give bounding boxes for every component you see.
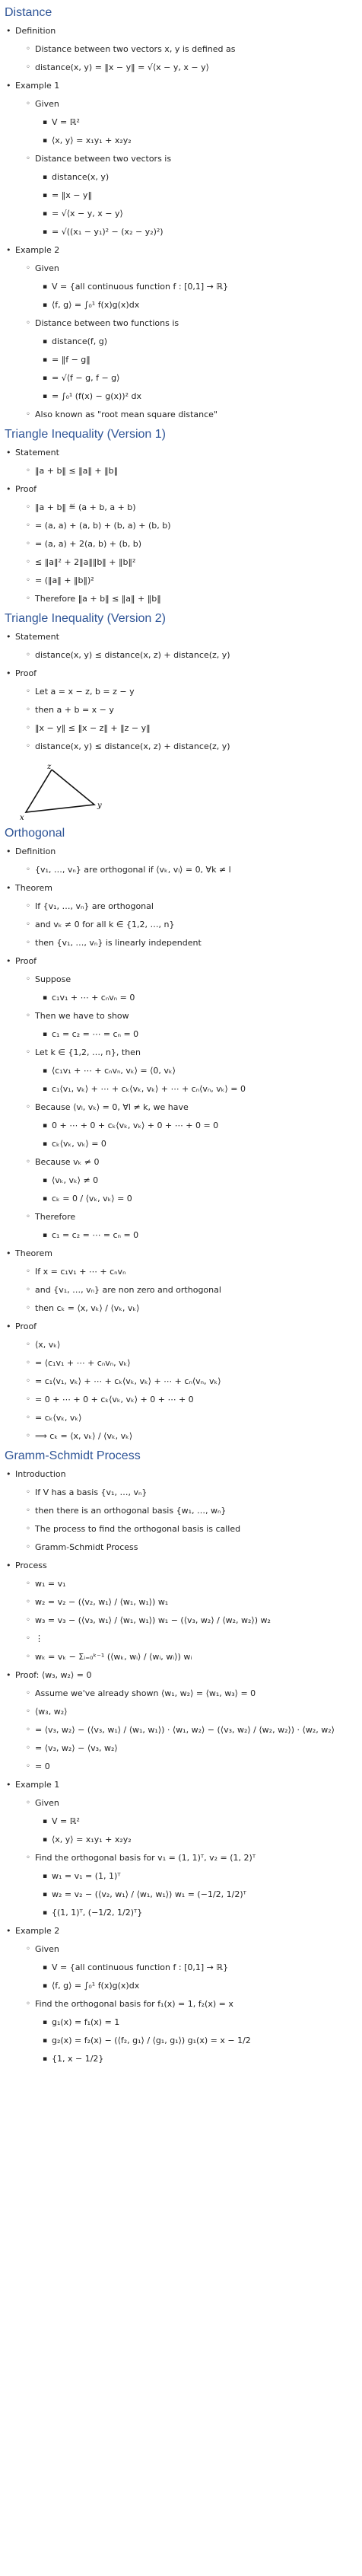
list-item bbox=[52, 1138, 357, 1150]
item-text: Proof bbox=[15, 1321, 37, 1331]
item-text: ⟨x, y⟩ = x₁y₁ + x₂y₂ bbox=[52, 1835, 132, 1844]
triangle-sketch bbox=[15, 762, 106, 822]
bullet-list-level-3 bbox=[35, 1229, 357, 1242]
section-title: Triangle Inequality (Version 2) bbox=[5, 612, 166, 625]
item-text: = ‖x − y‖ bbox=[52, 190, 92, 200]
item-text: w₁ = v₁ = (1, 1)ᵀ bbox=[52, 1871, 121, 1881]
list-item bbox=[35, 1156, 357, 1205]
item-text: Proof bbox=[15, 668, 37, 678]
list-item bbox=[35, 538, 357, 550]
item-text: ⟨f, g⟩ = ∫₀¹ f(x)g(x)dx bbox=[52, 300, 140, 310]
list-item bbox=[52, 1980, 357, 1992]
list-item bbox=[35, 593, 357, 605]
bullet-list-level-3 bbox=[35, 1120, 357, 1150]
item-text: Given bbox=[35, 1798, 59, 1808]
item-text: If {v₁, …, vₙ} are orthogonal bbox=[35, 901, 154, 911]
item-text: ⟨vₖ, vₖ⟩ ≠ 0 bbox=[52, 1175, 99, 1185]
item-text: Distance between two functions is bbox=[35, 318, 179, 328]
item-text: V = ℝ² bbox=[52, 117, 80, 127]
item-text: = √⟨f − g, f − g⟩ bbox=[52, 373, 120, 383]
list-item bbox=[35, 1505, 357, 1517]
item-text: w₂ = v₂ − (⟨v₂, w₁⟩ / ⟨w₁, w₁⟩) w₁ bbox=[35, 1597, 169, 1607]
list-item bbox=[15, 80, 357, 238]
list-item bbox=[35, 1998, 357, 2065]
item-text: Because ⟨vₗ, vₖ⟩ = 0, ∀l ≠ k, we have bbox=[35, 1102, 189, 1112]
vertex-label-z: z bbox=[47, 763, 52, 771]
list-item bbox=[52, 354, 357, 366]
list-item bbox=[35, 1615, 357, 1627]
item-text: Given bbox=[35, 99, 59, 109]
vertex-label-x: x bbox=[20, 814, 24, 822]
item-text: V = {all continuous function f : [0,1] → ℝ} bbox=[52, 282, 229, 292]
list-item bbox=[35, 1357, 357, 1369]
list-item bbox=[35, 1852, 357, 1919]
item-text: Given bbox=[35, 1944, 59, 1954]
list-item bbox=[35, 1487, 357, 1499]
list-item bbox=[52, 336, 357, 348]
vertex-label-y: y bbox=[97, 802, 102, 810]
list-item bbox=[52, 190, 357, 202]
list-item bbox=[35, 409, 357, 421]
item-text: = cₖ⟨vₖ, vₖ⟩ bbox=[35, 1413, 82, 1423]
item-text: Definition bbox=[15, 846, 56, 856]
item-text: distance(x, y) ≤ distance(x, z) + distance(z, y) bbox=[35, 650, 230, 660]
item-text: wₖ = vₖ − Σᵢ₌₀ᵏ⁻¹ (⟨wₖ, wᵢ⟩ / ⟨wᵢ, wᵢ⟩) wᵢ bbox=[35, 1652, 192, 1662]
bullet-list-level-2 bbox=[15, 1487, 357, 1554]
item-text: and vₖ ≠ 0 for all k ∈ {1,2, …, n} bbox=[35, 920, 175, 929]
item-text: Example 1 bbox=[15, 81, 60, 91]
bullet-list-level-2 bbox=[15, 98, 357, 238]
section-title: Gramm-Schmidt Process bbox=[5, 1449, 141, 1462]
list-item bbox=[52, 2035, 357, 2047]
list-item bbox=[15, 955, 357, 1242]
item-text: If x = c₁v₁ + ⋯ + cₙvₙ bbox=[35, 1267, 126, 1277]
item-text: Because vₖ ≠ 0 bbox=[35, 1157, 100, 1167]
bullet-list-level-2 bbox=[15, 1797, 357, 1919]
bullet-list-level-2 bbox=[15, 43, 357, 74]
item-text: g₁(x) = f₁(x) = 1 bbox=[52, 2017, 120, 2027]
item-text: Distance between two vectors is bbox=[35, 154, 172, 164]
item-text: {v₁, …, vₙ} are orthogonal if ⟨vₖ, vₗ⟩ = 0, ∀k ≠ l bbox=[35, 865, 231, 875]
item-text: Let a = x − z, b = z − y bbox=[35, 687, 135, 697]
list-item bbox=[35, 62, 357, 74]
list-item bbox=[52, 2053, 357, 2065]
list-item bbox=[35, 686, 357, 698]
item-text: then cₖ = ⟨x, vₖ⟩ / ⟨vₖ, vₖ⟩ bbox=[35, 1303, 140, 1313]
item-text: g₂(x) = f₂(x) − (⟨f₂, g₁⟩ / ⟨g₁, g₁⟩) g₁(x) = x − 1/2 bbox=[52, 2036, 251, 2045]
list-item bbox=[52, 116, 357, 129]
item-text: = √⟨x − y, x − y⟩ bbox=[52, 209, 123, 218]
bullet-list-level-3 bbox=[35, 1028, 357, 1041]
bullet-list-level-3 bbox=[35, 2016, 357, 2065]
item-text: = (a, a) + (a, b) + (b, a) + (b, b) bbox=[35, 521, 171, 531]
item-text: = (‖a‖ + ‖b‖)² bbox=[35, 575, 94, 585]
list-item bbox=[35, 98, 357, 147]
bullet-list-level-1 bbox=[5, 25, 357, 421]
item-text: ⟹ cₖ = ⟨x, vₖ⟩ / ⟨vₖ, vₖ⟩ bbox=[35, 1431, 133, 1441]
list-item bbox=[35, 1633, 357, 1645]
list-item bbox=[35, 1211, 357, 1242]
list-item bbox=[52, 2016, 357, 2029]
item-text: {1, x − 1/2} bbox=[52, 2054, 104, 2064]
item-text: then a + b = x − y bbox=[35, 705, 114, 715]
list-item bbox=[52, 1193, 357, 1205]
item-text: = (a, a) + 2(a, b) + (b, b) bbox=[35, 539, 142, 549]
bullet-list-level-2 bbox=[15, 974, 357, 1242]
list-item bbox=[35, 1376, 357, 1388]
list-item bbox=[35, 1394, 357, 1406]
item-text: Definition bbox=[15, 26, 56, 36]
item-text: then {v₁, …, vₙ} is linearly independent bbox=[35, 938, 202, 948]
item-text: V = {all continuous function f : [0,1] → ℝ} bbox=[52, 1962, 229, 1972]
item-text: Also known as "root mean square distance" bbox=[35, 410, 218, 419]
item-text: Given bbox=[35, 263, 59, 273]
list-item bbox=[35, 153, 357, 238]
item-text: Theorem bbox=[15, 883, 52, 893]
bullet-list-level-2 bbox=[15, 502, 357, 605]
list-item bbox=[35, 575, 357, 587]
triangle-outline bbox=[26, 770, 94, 812]
item-text: ‖a + b‖ ≤ ‖a‖ + ‖b‖ bbox=[35, 466, 119, 476]
item-text: Distance between two vectors x, y is defined as bbox=[35, 44, 236, 54]
item-text: distance(x, y) bbox=[52, 172, 110, 182]
item-text: = √((x₁ − y₁)² − (x₂ − y₂)²) bbox=[52, 227, 164, 237]
list-item bbox=[15, 668, 357, 753]
list-item bbox=[52, 1120, 357, 1132]
item-text: ⟨x, y⟩ = x₁y₁ + x₂y₂ bbox=[52, 135, 132, 145]
list-item bbox=[52, 208, 357, 220]
item-text: distance(x, y) ≤ distance(x, z) + distance(z, y) bbox=[35, 741, 230, 751]
list-item bbox=[15, 447, 357, 477]
item-text: The process to find the orthogonal basis is called bbox=[35, 1524, 241, 1534]
list-item bbox=[35, 1302, 357, 1315]
list-item bbox=[52, 1962, 357, 1974]
item-text: Find the orthogonal basis for f₁(x) = 1, f₂(x) = x bbox=[35, 1999, 233, 2009]
item-text: = ⟨c₁v₁ + ⋯ + cₙvₙ, vₖ⟩ bbox=[35, 1358, 131, 1368]
item-text: Statement bbox=[15, 448, 59, 457]
item-text: If V has a basis {v₁, …, vₙ} bbox=[35, 1487, 148, 1497]
list-item bbox=[35, 1101, 357, 1150]
list-item bbox=[15, 1468, 357, 1554]
item-text: ‖x − y‖ ≤ ‖x − z‖ + ‖z − y‖ bbox=[35, 723, 151, 733]
list-item bbox=[35, 1047, 357, 1095]
list-item bbox=[52, 299, 357, 311]
item-text: w₂ = v₂ − (⟨v₂, w₁⟩ / ⟨w₁, w₁⟩) w₁ = (−1/2, 1/2)ᵀ bbox=[52, 1889, 246, 1899]
list-item bbox=[35, 1943, 357, 1992]
item-text: cₖ = 0 / ⟨vₖ, vₖ⟩ = 0 bbox=[52, 1194, 132, 1204]
item-text: = ⟨v₃, w₂⟩ − (⟨v₃, w₁⟩ / ⟨w₁, w₁⟩) · ⟨w₁, w₂⟩ − (⟨v₃, w₂⟩ / ⟨w₂, w₂⟩) · ⟨w₂, w₂⟩ bbox=[35, 1725, 335, 1735]
bullet-list-level-2 bbox=[15, 1943, 357, 2065]
item-text: ⟨f, g⟩ = ∫₀¹ f(x)g(x)dx bbox=[52, 1981, 140, 1991]
list-item bbox=[35, 704, 357, 716]
list-item bbox=[35, 1797, 357, 1846]
list-item bbox=[35, 556, 357, 569]
list-item bbox=[15, 882, 357, 949]
bullet-list-level-2 bbox=[15, 465, 357, 477]
item-text: w₃ = v₃ − (⟨v₃, w₁⟩ / ⟨w₁, w₁⟩) w₁ − (⟨v₃, w₂⟩ / ⟨w₂, w₂⟩) w₂ bbox=[35, 1615, 271, 1625]
item-text: ⟨c₁v₁ + ⋯ + cₙvₙ, vₖ⟩ = ⟨0, vₖ⟩ bbox=[52, 1066, 176, 1076]
bullet-list-level-2 bbox=[15, 649, 357, 662]
item-text: c₁⟨v₁, vₖ⟩ + ⋯ + cₖ⟨vₖ, vₖ⟩ + ⋯ + cₙ⟨vₙ, vₖ⟩ = 0 bbox=[52, 1084, 246, 1094]
list-item bbox=[15, 846, 357, 876]
list-item bbox=[35, 1688, 357, 1700]
list-item bbox=[35, 649, 357, 662]
list-item bbox=[52, 391, 357, 403]
item-text: = 0 bbox=[35, 1761, 50, 1771]
item-text: = ⟨v₃, w₂⟩ − ⟨v₃, w₂⟩ bbox=[35, 1743, 118, 1753]
bullet-list-level-1 bbox=[5, 447, 357, 605]
list-item bbox=[52, 1870, 357, 1883]
item-text: ⟨w₃, w₂⟩ bbox=[35, 1707, 68, 1717]
item-text: c₁ = c₂ = ⋯ = cₙ = 0 bbox=[52, 1029, 139, 1039]
bullet-list-level-2 bbox=[15, 901, 357, 949]
item-text: Theorem bbox=[15, 1248, 52, 1258]
item-text: Proof: ⟨w₃, w₂⟩ = 0 bbox=[15, 1670, 92, 1680]
item-text: cₖ⟨vₖ, vₖ⟩ = 0 bbox=[52, 1139, 106, 1149]
item-text: and {v₁, …, vₙ} are non zero and orthogonal bbox=[35, 1285, 221, 1295]
list-item bbox=[52, 1229, 357, 1242]
item-text: w₁ = v₁ bbox=[35, 1579, 66, 1589]
item-text: Let k ∈ {1,2, …, n}, then bbox=[35, 1047, 141, 1057]
item-text: then there is an orthogonal basis {w₁, …, wₙ} bbox=[35, 1506, 227, 1516]
list-item bbox=[52, 1907, 357, 1919]
list-item bbox=[15, 1669, 357, 1773]
list-item bbox=[35, 1578, 357, 1590]
bullet-list-level-2 bbox=[15, 1578, 357, 1663]
section-title: Triangle Inequality (Version 1) bbox=[5, 428, 166, 441]
list-item bbox=[35, 1651, 357, 1663]
list-item bbox=[15, 25, 357, 74]
item-text: Therefore ‖a + b‖ ≤ ‖a‖ + ‖b‖ bbox=[35, 594, 161, 604]
bullet-list-level-2 bbox=[15, 864, 357, 876]
list-item bbox=[15, 1248, 357, 1315]
item-text: ≤ ‖a‖² + 2‖a‖‖b‖ + ‖b‖² bbox=[35, 557, 136, 567]
list-item bbox=[52, 1889, 357, 1901]
item-text: = ‖f − g‖ bbox=[52, 355, 90, 365]
list-item bbox=[15, 1925, 357, 2065]
list-item bbox=[35, 1266, 357, 1278]
item-text: Proof bbox=[15, 484, 37, 494]
item-text: 0 + ⋯ + 0 + cₖ⟨vₖ, vₖ⟩ + 0 + ⋯ + 0 = 0 bbox=[52, 1121, 219, 1130]
list-item bbox=[35, 502, 357, 514]
list-item bbox=[52, 281, 357, 293]
list-item bbox=[35, 1724, 357, 1736]
bullet-list-level-3 bbox=[35, 1870, 357, 1919]
item-text: ‖a + b‖ ≝ (a + b, a + b) bbox=[35, 502, 136, 512]
section-title: Orthogonal bbox=[5, 827, 65, 840]
list-item bbox=[35, 1596, 357, 1608]
list-item bbox=[35, 1339, 357, 1351]
list-item bbox=[52, 1834, 357, 1846]
list-item bbox=[15, 1321, 357, 1443]
bullet-list-level-3 bbox=[35, 281, 357, 311]
item-text: Process bbox=[15, 1561, 47, 1570]
list-item bbox=[15, 631, 357, 662]
item-text: Then we have to show bbox=[35, 1011, 129, 1021]
bullet-list-level-2 bbox=[15, 1266, 357, 1315]
list-item bbox=[52, 226, 357, 238]
item-text: Proof bbox=[15, 956, 37, 966]
list-item bbox=[52, 992, 357, 1004]
list-item bbox=[35, 1761, 357, 1773]
bullet-list-level-1 bbox=[5, 631, 357, 753]
list-item bbox=[52, 1028, 357, 1041]
item-text: Example 1 bbox=[15, 1780, 60, 1790]
list-item bbox=[35, 1706, 357, 1718]
bullet-list-level-1 bbox=[5, 1468, 357, 2065]
list-item bbox=[35, 1284, 357, 1296]
item-text: c₁ = c₂ = ⋯ = cₙ = 0 bbox=[52, 1230, 139, 1240]
list-item bbox=[35, 864, 357, 876]
item-text: Find the orthogonal basis for v₁ = (1, 1)ᵀ, v₂ = (1, 2)ᵀ bbox=[35, 1853, 256, 1863]
list-item bbox=[35, 465, 357, 477]
bullet-list-level-2 bbox=[15, 686, 357, 753]
list-item bbox=[35, 974, 357, 1004]
list-item bbox=[15, 1779, 357, 1919]
item-text: Assume we've already shown ⟨w₁, w₂⟩ = ⟨w₁, w₃⟩ = 0 bbox=[35, 1688, 256, 1698]
bullet-list-level-3 bbox=[35, 171, 357, 238]
list-item bbox=[35, 937, 357, 949]
list-item bbox=[35, 919, 357, 931]
section-title: Distance bbox=[5, 6, 52, 19]
list-item bbox=[35, 263, 357, 311]
item-text: = c₁⟨v₁, vₖ⟩ + ⋯ + cₖ⟨vₖ, vₖ⟩ + ⋯ + cₙ⟨vₙ, vₖ⟩ bbox=[35, 1376, 221, 1386]
list-item bbox=[35, 1523, 357, 1535]
item-text: = 0 + ⋯ + 0 + cₖ⟨vₖ, vₖ⟩ + 0 + ⋯ + 0 bbox=[35, 1395, 194, 1404]
list-item bbox=[52, 1175, 357, 1187]
item-text: ⋮ bbox=[35, 1634, 43, 1643]
item-text: distance(f, g) bbox=[52, 336, 108, 346]
item-text: distance(x, y) = ‖x − y‖ = √⟨x − y, x − y⟩ bbox=[35, 62, 209, 72]
list-item bbox=[52, 135, 357, 147]
item-text: = ∫₀¹ (f(x) − g(x))² dx bbox=[52, 391, 141, 401]
item-text: Introduction bbox=[15, 1469, 66, 1479]
bullet-list-level-3 bbox=[35, 336, 357, 403]
item-text: ⟨x, vₖ⟩ bbox=[35, 1340, 61, 1350]
list-item bbox=[35, 1430, 357, 1443]
list-item bbox=[52, 1065, 357, 1077]
bullet-list-level-3 bbox=[35, 1065, 357, 1095]
bullet-list-level-2 bbox=[15, 263, 357, 421]
list-item bbox=[35, 1010, 357, 1041]
list-item bbox=[52, 171, 357, 183]
list-item bbox=[35, 1742, 357, 1755]
list-item bbox=[35, 741, 357, 753]
item-text: V = ℝ² bbox=[52, 1816, 80, 1826]
list-item bbox=[15, 1560, 357, 1663]
list-item bbox=[52, 1816, 357, 1828]
list-item bbox=[35, 520, 357, 532]
item-text: Example 2 bbox=[15, 245, 60, 255]
list-item bbox=[35, 317, 357, 403]
list-item bbox=[15, 483, 357, 605]
bullet-list-level-2 bbox=[15, 1339, 357, 1443]
item-text: Therefore bbox=[35, 1212, 76, 1222]
bullet-list-level-3 bbox=[35, 1816, 357, 1846]
item-text: {(1, 1)ᵀ, (−1/2, 1/2)ᵀ} bbox=[52, 1908, 143, 1918]
list-item bbox=[35, 901, 357, 913]
list-item bbox=[35, 1412, 357, 1424]
list-item bbox=[15, 244, 357, 421]
item-text: Statement bbox=[15, 632, 59, 642]
item-text: Gramm-Schmidt Process bbox=[35, 1542, 138, 1552]
bullet-list-level-3 bbox=[35, 992, 357, 1004]
list-item bbox=[35, 722, 357, 735]
bullet-list-level-1 bbox=[5, 846, 357, 1443]
bullet-list-level-2 bbox=[15, 1688, 357, 1773]
item-text: c₁v₁ + ⋯ + cₙvₙ = 0 bbox=[52, 993, 135, 1003]
bullet-list-level-3 bbox=[35, 116, 357, 147]
item-text: Example 2 bbox=[15, 1926, 60, 1936]
list-item bbox=[52, 1083, 357, 1095]
bullet-list-level-3 bbox=[35, 1175, 357, 1205]
list-item bbox=[35, 1541, 357, 1554]
item-text: Suppose bbox=[35, 974, 71, 984]
list-item bbox=[35, 43, 357, 56]
list-item bbox=[52, 372, 357, 384]
bullet-list-level-3 bbox=[35, 1962, 357, 1992]
